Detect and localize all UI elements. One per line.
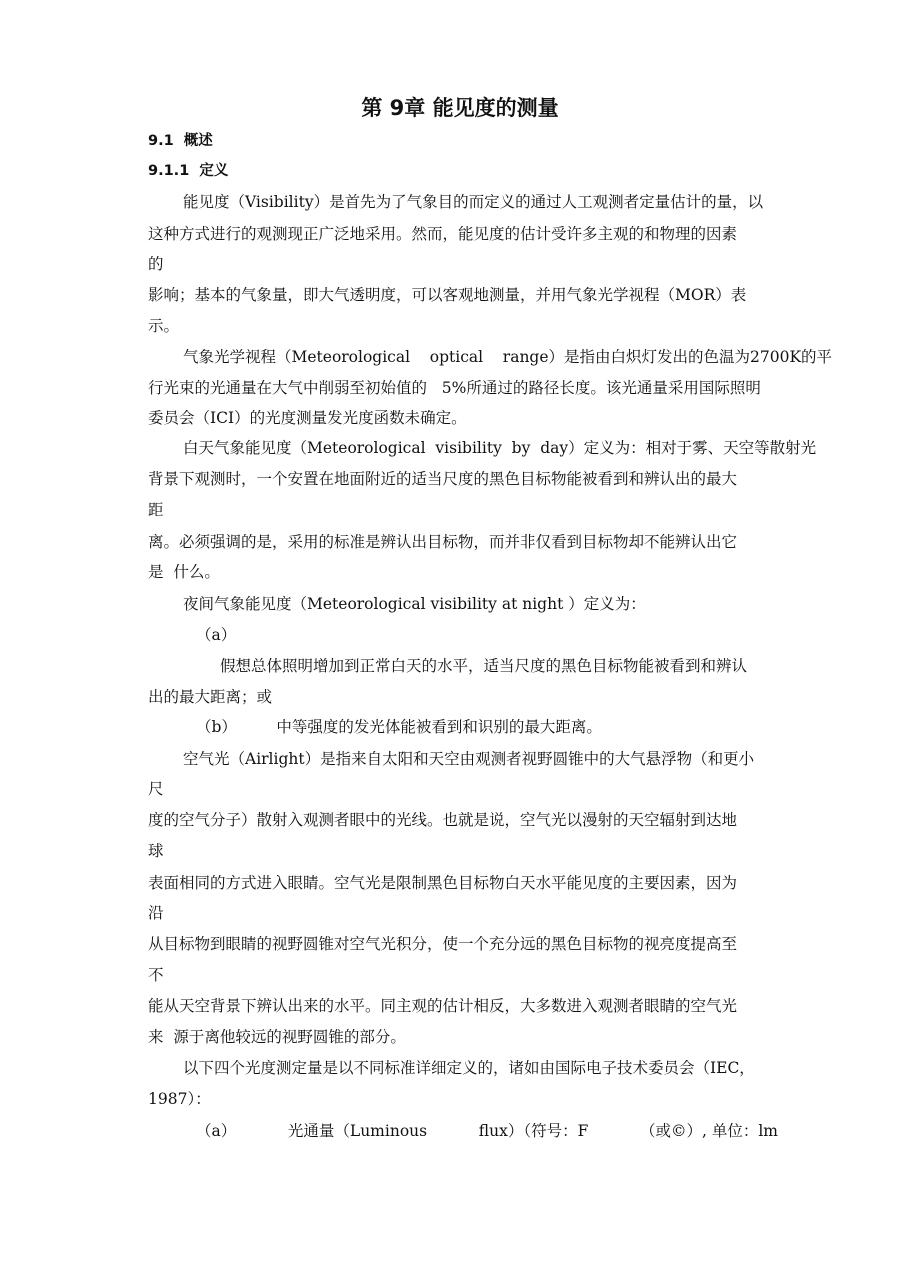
list-label: （a） xyxy=(196,1122,237,1140)
text-line: 气象光学视程（Meteorological optical range）是指由白炽灯发出的色温为2700K的平 xyxy=(183,348,833,366)
chapter-title: 第 9章 能见度的测量 xyxy=(361,96,559,120)
text-line: 是 什么。 xyxy=(148,563,220,581)
text-line: 来 源于离他较远的视野圆锥的部分。 xyxy=(148,1028,406,1046)
text-line: 行光束的光通量在大气中削弱至初始值的 5%所通过的路径长度。该光通量采用国际照明 xyxy=(148,379,761,397)
list-item-a-luminous-flux xyxy=(148,1120,778,1142)
text-line: 能从天空背景下辨认出来的水平。同主观的估计相反，大多数进入观测者眼睛的空气光 xyxy=(148,997,738,1015)
text-line: 距 xyxy=(148,501,164,519)
text-line: 假想总体照明增加到正常白天的水平，适当尺度的黑色目标物能被看到和辨认 xyxy=(220,657,748,675)
list-label-a: （a） xyxy=(196,626,237,644)
text-line: 能见度（Visibility）是首先为了气象目的而定义的通过人工观测者定量估计的量，以 xyxy=(183,193,764,211)
text-line: 影响；基本的气象量，即大气透明度，可以客观地测量，并用气象光学视程（MOR）表 xyxy=(148,286,747,304)
text-line: 背景下观测时，一个安置在地面附近的适当尺度的黑色目标物能被看到和辨认出的最大 xyxy=(148,470,738,488)
term-symbol: flux）（符号：F xyxy=(478,1122,589,1140)
section-heading-9-1-1: 9.1.1 定义 xyxy=(148,163,229,179)
list-item-b: （b） 中等强度的发光体能被看到和识别的最大距离。 xyxy=(196,718,602,736)
text-line: 白天气象能见度（Meteorological visibility by day）定义为：相对于雾、天空等散射光 xyxy=(183,439,817,457)
text-line: 从目标物到眼睛的视野圆锥对空气光积分，使一个充分远的黑色目标物的视亮度提高至 xyxy=(148,935,738,953)
text-line: 度的空气分子）散射入观测者眼中的光线。也就是说，空气光以漫射的天空辐射到达地 xyxy=(148,811,738,829)
text-line: 尺 xyxy=(148,780,164,798)
text-line: 1987）： xyxy=(148,1090,211,1108)
text-line: 的 xyxy=(148,255,164,273)
text-line: 表面相同的方式进入眼睛。空气光是限制黑色目标物白天水平能见度的主要因素，因为 xyxy=(148,874,738,892)
text-line: 以下四个光度测定量是以不同标准详细定义的，诸如由国际电子技术委员会（IEC， xyxy=(183,1059,755,1077)
text-line: 这种方式进行的观测现正广泛地采用。然而，能见度的估计受许多主观的和物理的因素 xyxy=(148,225,738,243)
text-line: 出的最大距离；或 xyxy=(148,688,273,706)
text-line: 球 xyxy=(148,842,164,860)
text-line: 委员会（ICI）的光度测量发光度函数未确定。 xyxy=(148,409,467,427)
text-line: 不 xyxy=(148,966,164,984)
text-line: 示。 xyxy=(148,317,180,335)
text-line: 沿 xyxy=(148,904,164,922)
term-unit: （或©）, 单位：lm xyxy=(639,1122,778,1140)
section-heading-9-1: 9.1 概述 xyxy=(148,133,213,149)
text-line: 夜间气象能见度（Meteorological visibility at night ）定义为： xyxy=(183,595,646,613)
text-line: 空气光（Airlight）是指来自太阳和天空由观测者视野圆锥中的大气悬浮物（和更小 xyxy=(183,750,755,768)
text-line: 离。必须强调的是，采用的标准是辨认出目标物，而并非仅看到目标物却不能辨认出它 xyxy=(148,533,738,551)
term-name: 光通量（Luminous xyxy=(287,1122,428,1140)
